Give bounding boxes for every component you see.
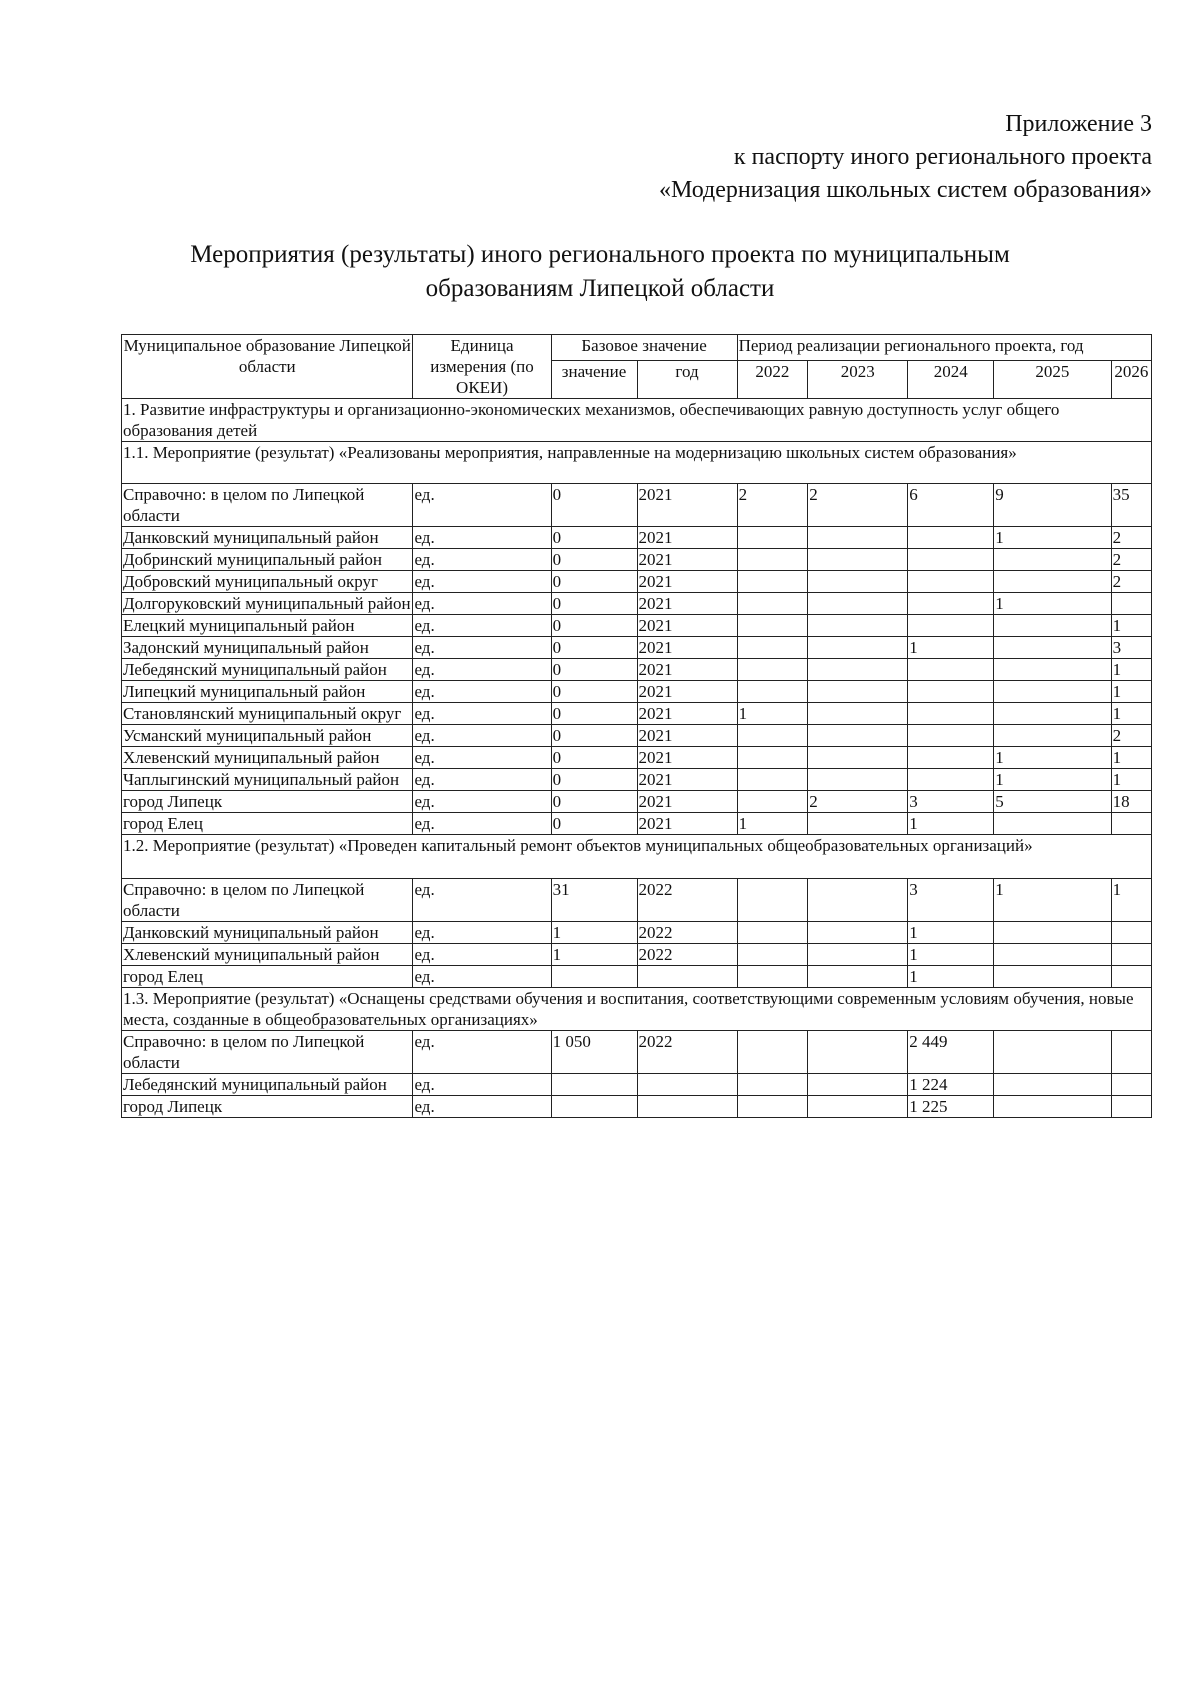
group-title: 1.2. Мероприятие (результат) «Проведен капитальный ремонт объектов муниципальных общеобразовательных организаций» xyxy=(122,835,1152,879)
cell-base-value xyxy=(551,1096,637,1118)
cell-municipality: Липецкий муниципальный район xyxy=(122,681,413,703)
cell-unit: ед. xyxy=(413,769,551,791)
cell-2023 xyxy=(808,571,908,593)
cell-2023 xyxy=(808,1074,908,1096)
cell-unit: ед. xyxy=(413,615,551,637)
table-row xyxy=(122,703,1152,725)
cell-2022 xyxy=(737,879,808,922)
cell-2025 xyxy=(994,659,1111,681)
table-row xyxy=(122,944,1152,966)
group-row xyxy=(122,442,1152,484)
cell-unit: ед. xyxy=(413,791,551,813)
cell-base-year: 2021 xyxy=(637,549,737,571)
cell-2026: 1 xyxy=(1111,681,1151,703)
table-row xyxy=(122,791,1152,813)
cell-2023 xyxy=(808,549,908,571)
cell-2026 xyxy=(1111,1096,1151,1118)
cell-base-value: 1 050 xyxy=(551,1031,637,1074)
cell-unit: ед. xyxy=(413,571,551,593)
cell-municipality: Данковский муниципальный район xyxy=(122,922,413,944)
cell-2024 xyxy=(908,703,994,725)
cell-2022 xyxy=(737,681,808,703)
cell-base-year xyxy=(637,966,737,988)
cell-2024 xyxy=(908,593,994,615)
cell-municipality: Усманский муниципальный район xyxy=(122,725,413,747)
cell-2026: 1 xyxy=(1111,659,1151,681)
cell-base-value: 0 xyxy=(551,571,637,593)
cell-base-value: 31 xyxy=(551,879,637,922)
table-row xyxy=(122,966,1152,988)
cell-municipality: Становлянский муниципальный округ xyxy=(122,703,413,725)
cell-2026: 3 xyxy=(1111,637,1151,659)
cell-2026: 2 xyxy=(1111,571,1151,593)
cell-2022 xyxy=(737,615,808,637)
cell-2025 xyxy=(994,1031,1111,1074)
cell-2024 xyxy=(908,681,994,703)
cell-2024: 1 xyxy=(908,813,994,835)
cell-municipality: Задонский муниципальный район xyxy=(122,637,413,659)
cell-2026 xyxy=(1111,944,1151,966)
cell-2023 xyxy=(808,747,908,769)
cell-base-year: 2021 xyxy=(637,593,737,615)
cell-base-year: 2021 xyxy=(637,813,737,835)
cell-2025: 1 xyxy=(994,747,1111,769)
cell-municipality: город Липецк xyxy=(122,791,413,813)
cell-base-value: 0 xyxy=(551,725,637,747)
cell-2025 xyxy=(994,681,1111,703)
appendix-header xyxy=(659,108,1152,207)
cell-base-year: 2021 xyxy=(637,791,737,813)
cell-municipality: Данковский муниципальный район xyxy=(122,527,413,549)
cell-2025: 5 xyxy=(994,791,1111,813)
cell-2025 xyxy=(994,1096,1111,1118)
cell-2022: 1 xyxy=(737,813,808,835)
cell-municipality: город Елец xyxy=(122,813,413,835)
table-row xyxy=(122,681,1152,703)
cell-2024 xyxy=(908,571,994,593)
cell-municipality: Хлевенский муниципальный район xyxy=(122,944,413,966)
cell-2022 xyxy=(737,725,808,747)
table-row xyxy=(122,1074,1152,1096)
title-line-1: Мероприятия (результаты) иного регионального проекта по муниципальным xyxy=(190,241,1010,268)
section-row xyxy=(122,399,1152,442)
cell-municipality: Чаплыгинский муниципальный район xyxy=(122,769,413,791)
table-row xyxy=(122,747,1152,769)
table-row xyxy=(122,593,1152,615)
cell-unit: ед. xyxy=(413,944,551,966)
header-municipality: Муниципальное образование Липецкой области xyxy=(122,335,413,399)
cell-2026 xyxy=(1111,593,1151,615)
cell-2025 xyxy=(994,944,1111,966)
cell-unit: ед. xyxy=(413,1074,551,1096)
cell-unit: ед. xyxy=(413,681,551,703)
cell-2024: 1 xyxy=(908,966,994,988)
cell-2026: 2 xyxy=(1111,549,1151,571)
cell-2026 xyxy=(1111,813,1151,835)
cell-2025 xyxy=(994,1074,1111,1096)
table-row xyxy=(122,813,1152,835)
table-row xyxy=(122,549,1152,571)
table-row xyxy=(122,527,1152,549)
cell-2023 xyxy=(808,966,908,988)
cell-2025 xyxy=(994,922,1111,944)
cell-2022 xyxy=(737,791,808,813)
cell-2024: 1 225 xyxy=(908,1096,994,1118)
header-base: Базовое значение xyxy=(551,335,737,361)
cell-base-value: 0 xyxy=(551,769,637,791)
cell-base-value xyxy=(551,966,637,988)
cell-unit: ед. xyxy=(413,484,551,527)
header-row-1 xyxy=(122,335,1152,361)
cell-2024: 2 449 xyxy=(908,1031,994,1074)
results-table xyxy=(121,334,1152,1118)
table-row xyxy=(122,615,1152,637)
table-row xyxy=(122,1096,1152,1118)
cell-2023 xyxy=(808,1096,908,1118)
table-row xyxy=(122,879,1152,922)
cell-base-year: 2021 xyxy=(637,703,737,725)
cell-2025 xyxy=(994,966,1111,988)
cell-base-value: 1 xyxy=(551,922,637,944)
cell-unit: ед. xyxy=(413,527,551,549)
cell-2023: 2 xyxy=(808,791,908,813)
header-year-2022: 2022 xyxy=(737,361,808,399)
cell-2023 xyxy=(808,1031,908,1074)
cell-2025: 9 xyxy=(994,484,1111,527)
table-row xyxy=(122,659,1152,681)
cell-2024 xyxy=(908,659,994,681)
cell-unit: ед. xyxy=(413,966,551,988)
cell-unit: ед. xyxy=(413,879,551,922)
cell-base-value: 0 xyxy=(551,637,637,659)
appendix-number: Приложение 3 xyxy=(1005,111,1152,137)
cell-base-year: 2021 xyxy=(637,615,737,637)
table-row xyxy=(122,922,1152,944)
cell-unit: ед. xyxy=(413,593,551,615)
cell-2026: 35 xyxy=(1111,484,1151,527)
header-period: Период реализации регионального проекта, год xyxy=(737,335,1151,361)
cell-base-value: 0 xyxy=(551,659,637,681)
cell-2022 xyxy=(737,1074,808,1096)
header-unit: Единица измерения (по ОКЕИ) xyxy=(413,335,551,399)
cell-base-year: 2021 xyxy=(637,725,737,747)
cell-2025 xyxy=(994,615,1111,637)
group-title: 1.1. Мероприятие (результат) «Реализованы мероприятия, направленные на модернизацию школьных систем образования» xyxy=(122,442,1152,484)
cell-municipality: Добринский муниципальный район xyxy=(122,549,413,571)
cell-2023 xyxy=(808,879,908,922)
cell-base-year: 2021 xyxy=(637,769,737,791)
cell-2022 xyxy=(737,922,808,944)
cell-2026 xyxy=(1111,1074,1151,1096)
cell-2026: 1 xyxy=(1111,879,1151,922)
group-row xyxy=(122,835,1152,879)
cell-unit: ед. xyxy=(413,703,551,725)
cell-base-year: 2021 xyxy=(637,747,737,769)
cell-municipality: Справочно: в целом по Липецкой области xyxy=(122,1031,413,1074)
cell-2023 xyxy=(808,637,908,659)
cell-2022 xyxy=(737,966,808,988)
cell-municipality: Справочно: в целом по Липецкой области xyxy=(122,879,413,922)
cell-2024 xyxy=(908,747,994,769)
cell-2022 xyxy=(737,944,808,966)
cell-2023 xyxy=(808,944,908,966)
cell-2024 xyxy=(908,549,994,571)
cell-2022: 1 xyxy=(737,703,808,725)
cell-2026 xyxy=(1111,922,1151,944)
cell-municipality: Хлевенский муниципальный район xyxy=(122,747,413,769)
cell-base-year: 2021 xyxy=(637,659,737,681)
group-row xyxy=(122,988,1152,1031)
cell-unit: ед. xyxy=(413,549,551,571)
cell-base-year: 2021 xyxy=(637,571,737,593)
table-row xyxy=(122,484,1152,527)
cell-2022 xyxy=(737,549,808,571)
cell-base-year xyxy=(637,1074,737,1096)
cell-base-value xyxy=(551,1074,637,1096)
cell-2026 xyxy=(1111,966,1151,988)
table-row xyxy=(122,1031,1152,1074)
cell-2024: 3 xyxy=(908,879,994,922)
cell-2026 xyxy=(1111,1031,1151,1074)
cell-base-value: 0 xyxy=(551,681,637,703)
cell-2024 xyxy=(908,769,994,791)
cell-base-value: 0 xyxy=(551,593,637,615)
title-line-2: образованиям Липецкой области xyxy=(425,275,775,302)
cell-2026: 2 xyxy=(1111,527,1151,549)
cell-2025: 1 xyxy=(994,527,1111,549)
cell-base-value: 0 xyxy=(551,549,637,571)
header-year-2025: 2025 xyxy=(994,361,1111,399)
cell-2025 xyxy=(994,703,1111,725)
cell-2026: 1 xyxy=(1111,747,1151,769)
cell-unit: ед. xyxy=(413,1096,551,1118)
cell-2025 xyxy=(994,549,1111,571)
cell-2026: 1 xyxy=(1111,615,1151,637)
cell-2022 xyxy=(737,1096,808,1118)
cell-2024: 1 xyxy=(908,944,994,966)
cell-base-year: 2022 xyxy=(637,1031,737,1074)
cell-base-value: 0 xyxy=(551,615,637,637)
cell-2023 xyxy=(808,769,908,791)
cell-2025: 1 xyxy=(994,769,1111,791)
cell-2025 xyxy=(994,813,1111,835)
cell-base-year: 2021 xyxy=(637,484,737,527)
cell-2023 xyxy=(808,725,908,747)
cell-base-year: 2021 xyxy=(637,527,737,549)
cell-municipality: город Елец xyxy=(122,966,413,988)
cell-2023 xyxy=(808,615,908,637)
appendix-project: «Модернизация школьных систем образования» xyxy=(658,177,1152,203)
table-row xyxy=(122,769,1152,791)
cell-municipality: город Липецк xyxy=(122,1096,413,1118)
cell-unit: ед. xyxy=(413,1031,551,1074)
header-base-value: значение xyxy=(551,361,637,399)
cell-2023 xyxy=(808,659,908,681)
cell-base-year: 2022 xyxy=(637,922,737,944)
cell-unit: ед. xyxy=(413,747,551,769)
cell-2025 xyxy=(994,637,1111,659)
cell-unit: ед. xyxy=(413,659,551,681)
cell-2024: 1 224 xyxy=(908,1074,994,1096)
cell-base-year: 2021 xyxy=(637,637,737,659)
cell-municipality: Лебедянский муниципальный район xyxy=(122,1074,413,1096)
cell-unit: ед. xyxy=(413,725,551,747)
cell-2022 xyxy=(737,571,808,593)
cell-unit: ед. xyxy=(413,637,551,659)
cell-2023 xyxy=(808,922,908,944)
cell-unit: ед. xyxy=(413,922,551,944)
cell-2026: 1 xyxy=(1111,769,1151,791)
cell-municipality: Лебедянский муниципальный район xyxy=(122,659,413,681)
cell-2022 xyxy=(737,1031,808,1074)
cell-base-value: 0 xyxy=(551,703,637,725)
header-year-2023: 2023 xyxy=(808,361,908,399)
cell-2024 xyxy=(908,615,994,637)
header-year-2026: 2026 xyxy=(1111,361,1151,399)
cell-2022 xyxy=(737,659,808,681)
cell-2026: 2 xyxy=(1111,725,1151,747)
cell-2022 xyxy=(737,593,808,615)
cell-base-value: 1 xyxy=(551,944,637,966)
cell-2024: 3 xyxy=(908,791,994,813)
cell-2023 xyxy=(808,681,908,703)
cell-2025: 1 xyxy=(994,879,1111,922)
table-row xyxy=(122,637,1152,659)
cell-unit: ед. xyxy=(413,813,551,835)
cell-2024 xyxy=(908,527,994,549)
cell-municipality: Долгоруковский муниципальный район xyxy=(122,593,413,615)
header-year-2024: 2024 xyxy=(908,361,994,399)
table-row xyxy=(122,725,1152,747)
cell-2026: 1 xyxy=(1111,703,1151,725)
cell-2022: 2 xyxy=(737,484,808,527)
header-base-year: год xyxy=(637,361,737,399)
cell-2026: 18 xyxy=(1111,791,1151,813)
cell-2025 xyxy=(994,571,1111,593)
cell-2023 xyxy=(808,813,908,835)
cell-2022 xyxy=(737,769,808,791)
cell-municipality: Справочно: в целом по Липецкой области xyxy=(122,484,413,527)
appendix-ref: к паспорту иного регионального проекта xyxy=(733,144,1152,170)
cell-2022 xyxy=(737,637,808,659)
cell-base-value: 0 xyxy=(551,527,637,549)
cell-2024: 6 xyxy=(908,484,994,527)
cell-base-value: 0 xyxy=(551,813,637,835)
cell-base-year: 2022 xyxy=(637,879,737,922)
cell-2024 xyxy=(908,725,994,747)
cell-2024: 1 xyxy=(908,637,994,659)
cell-2025: 1 xyxy=(994,593,1111,615)
section-1-title: 1. Развитие инфраструктуры и организационно-экономических механизмов, обеспечивающих равную доступность услуг общего образования детей xyxy=(122,399,1152,442)
table-body xyxy=(122,335,1152,1118)
document-title xyxy=(120,238,1080,306)
cell-2024: 1 xyxy=(908,922,994,944)
cell-base-value: 0 xyxy=(551,484,637,527)
cell-base-year xyxy=(637,1096,737,1118)
group-title: 1.3. Мероприятие (результат) «Оснащены средствами обучения и воспитания, соответствующими современным условиям обучения, новые места, созданные в общеобразовательных организациях» xyxy=(122,988,1152,1031)
cell-base-value: 0 xyxy=(551,747,637,769)
cell-2023 xyxy=(808,527,908,549)
cell-base-year: 2022 xyxy=(637,944,737,966)
cell-2022 xyxy=(737,527,808,549)
cell-2023 xyxy=(808,703,908,725)
cell-2023 xyxy=(808,593,908,615)
cell-2025 xyxy=(994,725,1111,747)
cell-municipality: Елецкий муниципальный район xyxy=(122,615,413,637)
cell-municipality: Добровский муниципальный округ xyxy=(122,571,413,593)
cell-2023: 2 xyxy=(808,484,908,527)
table-row xyxy=(122,571,1152,593)
cell-base-value: 0 xyxy=(551,791,637,813)
cell-2022 xyxy=(737,747,808,769)
cell-base-year: 2021 xyxy=(637,681,737,703)
